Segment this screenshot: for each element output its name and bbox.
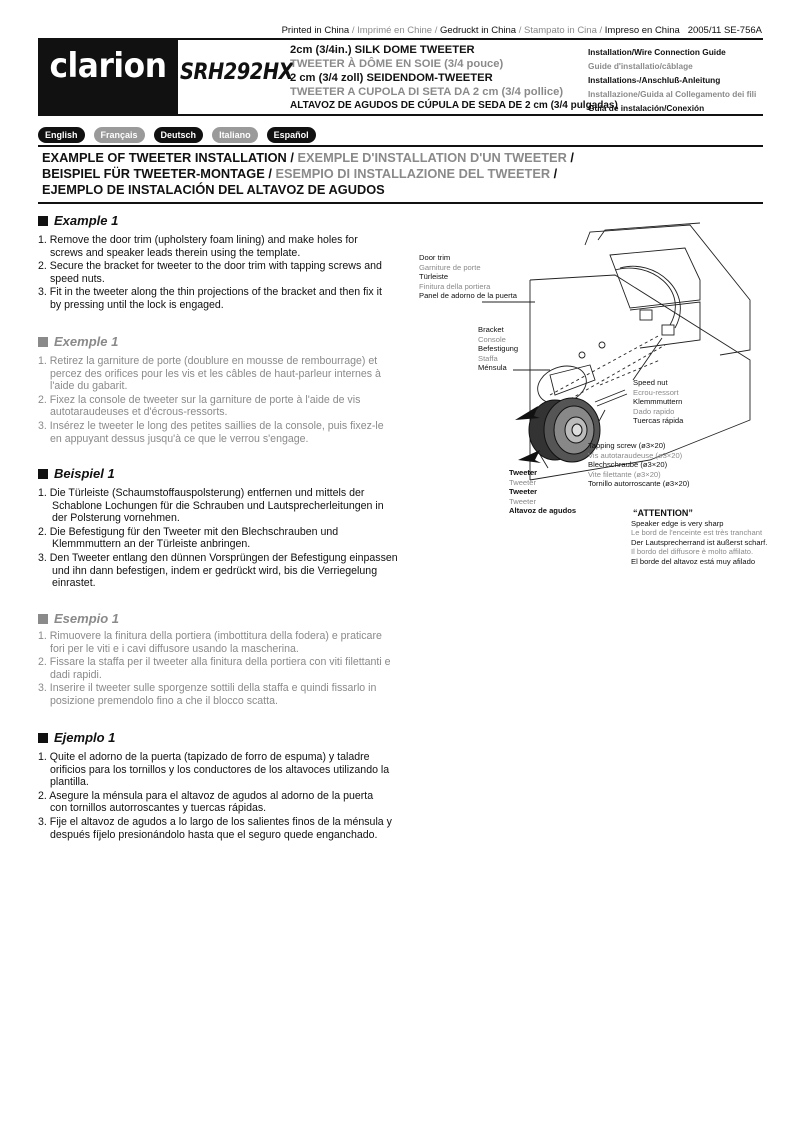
title-sep: / bbox=[550, 166, 558, 181]
header bbox=[38, 38, 763, 116]
step-en-3: 3. Fit in the tweeter along the thin projections of the bracket and then fix it by pressing until the lock is engaged. bbox=[38, 286, 382, 311]
guide-it: Installazione/Guida al Collegamento dei fili bbox=[588, 89, 757, 99]
arrow-icon bbox=[518, 450, 541, 463]
attention-title: “ATTENTION” bbox=[633, 508, 693, 518]
guide-en: Installation/Wire Connection Guide bbox=[588, 47, 726, 57]
label-de: Türleiste bbox=[419, 272, 449, 281]
label-en: Tweeter bbox=[509, 468, 538, 477]
lang-tab-espanol[interactable]: Español bbox=[267, 127, 316, 143]
page-title-es: EJEMPLO DE INSTALACIÓN DEL ALTAVOZ DE AGUDOS bbox=[42, 182, 385, 197]
heading-text: Ejemplo 1 bbox=[54, 730, 116, 745]
page-title-fr: EXEMPLE D'INSTALLATION D'UN TWEETER bbox=[297, 150, 567, 165]
lang-tab-deutsch[interactable]: Deutsch bbox=[154, 127, 204, 143]
guide-titles bbox=[588, 45, 768, 115]
language-tabs bbox=[38, 127, 316, 143]
print-info-line: Printed in China / Imprimé en Chine / Gedruckt in China / Stampato in Cina / Impreso en China 2005/11 SE-756A bbox=[281, 25, 762, 36]
step-fr-3: 3. Insérez le tweeter le long des petites saillies de la console, puis fixez-le en appuyant dessus jusqu'à ce que le verrou s'engage. bbox=[38, 419, 384, 445]
door-panel-opening bbox=[610, 248, 700, 308]
step-en-2: 2. Secure the bracket for tweeter to the door trim with tapping screws and speed nuts. bbox=[38, 260, 382, 285]
heading-text: Beispiel 1 bbox=[54, 466, 115, 481]
label-es: Panel de adorno de la puerta bbox=[419, 291, 517, 300]
printed-de: Gedruckt in China bbox=[440, 25, 517, 36]
label-it: Finitura della portiera bbox=[419, 281, 491, 291]
lang-tab-english[interactable]: English bbox=[38, 127, 85, 143]
steps-it bbox=[38, 630, 393, 709]
section-heading-fr bbox=[38, 334, 118, 349]
steps-en bbox=[38, 234, 393, 313]
title-sep: / bbox=[566, 150, 574, 165]
attention-fr: Le bord de l'enceinte est très tranchant bbox=[631, 528, 763, 537]
page-title-de: BEISPIEL FÜR TWEETER-MONTAGE bbox=[42, 166, 265, 181]
label-it: Staffa bbox=[478, 353, 498, 363]
step-it-1: 1. Rimuovere la finitura della portiera (imbottitura della fodera) e praticare fori per le viti e i cavi diffusore usando la mascherina. bbox=[38, 630, 382, 655]
steps-fr bbox=[38, 355, 393, 446]
label-de: Blechschraube (ø3×20) bbox=[588, 460, 668, 469]
printed-it: Stampato in Cina bbox=[523, 25, 597, 36]
label-de: Befestigung bbox=[478, 344, 519, 353]
page-title bbox=[42, 150, 762, 198]
heading-text: Esempio 1 bbox=[54, 611, 120, 626]
section-heading-de bbox=[38, 466, 115, 481]
divider-title bbox=[38, 202, 763, 204]
section-heading-en bbox=[38, 213, 118, 228]
label-en: Speed nut bbox=[633, 378, 668, 387]
printed-fr: Imprimé en Chine bbox=[357, 25, 433, 36]
label-fr: Tweeter bbox=[509, 477, 537, 487]
step-en-1: 1. Remove the door trim (upholstery foam lining) and make holes for screws and speaker leads therein using the template. bbox=[38, 234, 358, 259]
guide-es: Guía de instalación/Conexión bbox=[588, 103, 705, 113]
label-de: Klemmmuttern bbox=[633, 397, 683, 406]
label-en: Door trim bbox=[419, 253, 451, 262]
title-es: ALTAVOZ DE AGUDOS DE CÚPULA DE SEDA DE 2 cm (3/4 pulgadas) bbox=[290, 100, 618, 111]
title-de: 2 cm (3/4 zoll) SEIDENDOM-TWEETER bbox=[290, 72, 493, 84]
step-de-1: 1. Die Türleiste (Schaumstoffauspolsterung) entfernen und mittels der Schablone Lochungen für die Schrauben und Lautsprecherleitungen in der Polsterung vornehmen. bbox=[38, 487, 384, 525]
page-title-en: EXAMPLE OF TWEETER INSTALLATION bbox=[42, 150, 287, 165]
printed-en: Printed in China bbox=[281, 25, 350, 36]
date-code: 2005/11 SE-756A bbox=[687, 25, 762, 36]
label-it: Dado rapido bbox=[633, 406, 675, 416]
attention-de: Der Lautsprecherrand ist äußerst scharf. bbox=[631, 537, 768, 547]
label-de: Tweeter bbox=[509, 487, 538, 496]
step-it-3: 3. Inserire il tweeter sulle sporgenze sottili della staffa e quindi fissarlo in posizione premendolo fino a che il blocco scatta. bbox=[38, 682, 377, 707]
title-sep: / bbox=[264, 166, 276, 181]
label-en: Tapping screw (ø3×20) bbox=[588, 441, 666, 450]
title-fr: TWEETER À DÔME EN SOIE (3/4 pouce) bbox=[290, 58, 504, 70]
title-en: 2cm (3/4in.) SILK DOME TWEETER bbox=[290, 44, 475, 56]
section-heading-es bbox=[38, 730, 115, 745]
product-titles bbox=[290, 43, 618, 113]
step-fr-2: 2. Fixez la console de tweeter sur la garniture de porte à l'aide de vis autotaraudeuses et d'écrous-ressorts. bbox=[38, 393, 361, 419]
brand-logo-box bbox=[38, 38, 178, 116]
steps-de bbox=[38, 487, 398, 591]
label-es: Tornillo autorroscante (ø3×20) bbox=[588, 479, 690, 488]
title-sep: / bbox=[286, 150, 298, 165]
label-es: Ménsula bbox=[478, 363, 507, 372]
guide-fr: Guide d'installatio/câblage bbox=[588, 61, 693, 71]
brand-logo: clarion bbox=[49, 46, 167, 86]
attention-it: Il bordo del diffusore è molto affilato. bbox=[631, 547, 754, 556]
lang-tab-francais[interactable]: Français bbox=[94, 127, 145, 143]
step-es-3: 3. Fije el altavoz de agudos a lo largo de los salientes finos de la ménsula y después fíjelo presionándolo hasta que el seguro quede enganchado. bbox=[38, 815, 392, 841]
header-rule-top bbox=[178, 38, 763, 40]
label-es: Altavoz de agudos bbox=[509, 506, 577, 515]
label-it: Tweeter bbox=[509, 496, 537, 506]
heading-text: Example 1 bbox=[54, 213, 119, 228]
label-fr: Console bbox=[478, 334, 506, 344]
label-fr: Ecrou-ressort bbox=[633, 387, 679, 397]
label-it: Vite filettante (ø3×20) bbox=[588, 469, 661, 479]
attention-es: El borde del altavoz está muy afilado bbox=[631, 556, 756, 566]
page-title-it: ESEMPIO DI INSTALLAZIONE DEL TWEETER bbox=[275, 166, 551, 181]
step-it-2: 2. Fissare la staffa per il tweeter alla finitura della portiera con viti filettanti e dadi rapidi. bbox=[38, 656, 391, 681]
title-it: TWEETER A CUPOLA DI SETA DA 2 cm (3/4 pollice) bbox=[290, 86, 564, 98]
printed-es: Impreso en China bbox=[604, 25, 680, 36]
divider-top bbox=[38, 145, 763, 147]
model-number: SRH292HX bbox=[180, 60, 294, 85]
label-speed-nut bbox=[633, 378, 683, 426]
label-door-trim bbox=[419, 253, 517, 301]
label-es: Tuercas rápida bbox=[633, 416, 684, 425]
steps-es bbox=[38, 751, 393, 842]
door-frame-outline bbox=[585, 225, 750, 355]
section-heading-it bbox=[38, 611, 119, 626]
label-en: Bracket bbox=[478, 325, 504, 334]
step-es-2: 2. Asegure la ménsula para el altavoz de agudos al adorno de la puerta con tornillos autorroscantes y tuercas rápidas. bbox=[38, 789, 374, 815]
label-fr: Garniture de porte bbox=[419, 262, 481, 272]
label-tweeter bbox=[509, 468, 576, 516]
step-de-2: 2. Die Befestigung für den Tweeter mit den Blechschrauben und Klemmmuttern an der Türleiste anbringen. bbox=[38, 525, 339, 551]
heading-text: Exemple 1 bbox=[54, 334, 119, 349]
guide-de: Installations-/Anschluß-Anleitung bbox=[588, 75, 721, 85]
attention-note bbox=[631, 509, 767, 566]
label-tapping-screw bbox=[588, 441, 690, 489]
step-es-1: 1. Quite el adorno de la puerta (tapizado de forro de espuma) y taladre orificios para los tornillos y los conductores de los altavoces utilizando la plantilla. bbox=[38, 751, 390, 789]
step-fr-1: 1. Retirez la garniture de porte (doublure en mousse de rembourrage) et percez des orifices pour les vis et les câbles de haut-parleur internes à l'aide du gabarit. bbox=[38, 355, 381, 393]
label-fr: Vis autotaraudeuse (ø3×20) bbox=[588, 450, 683, 460]
step-de-3: 3. Den Tweeter entlang den dünnen Vorsprüngen der Befestigung einpassen und ihn dann befestigen, indem er gedrückt wird, bis die Verriegelung einrastet. bbox=[38, 551, 398, 590]
lang-tab-italiano[interactable]: Italiano bbox=[212, 127, 258, 143]
label-bracket bbox=[478, 325, 518, 373]
attention-en: Speaker edge is very sharp bbox=[631, 518, 724, 528]
